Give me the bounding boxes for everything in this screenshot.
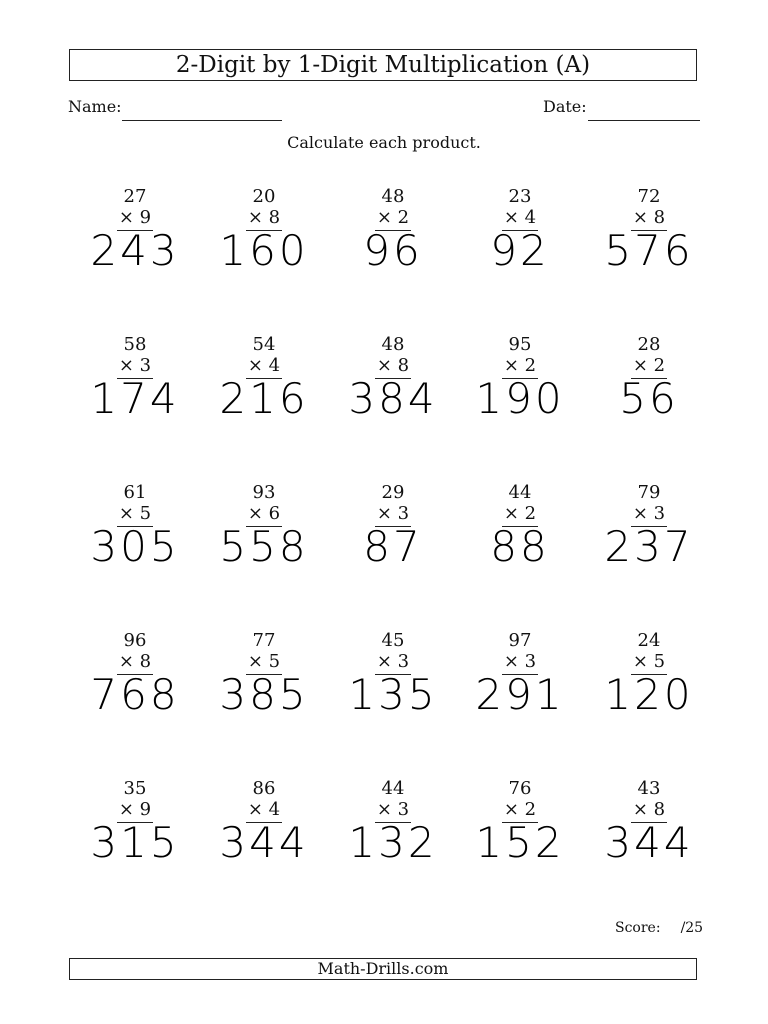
date-label: Date:: [543, 97, 587, 116]
problem: [584, 186, 714, 326]
multiplier: × 6: [247, 503, 281, 524]
footer-credit: Math-Drills.com: [69, 958, 697, 980]
handwritten-answer: 315: [90, 818, 180, 867]
multiplicand: 28: [637, 334, 661, 355]
multiplier: × 3: [118, 355, 152, 376]
handwritten-answer: 243: [90, 226, 180, 275]
handwritten-answer: 216: [219, 374, 309, 423]
multiplier: × 4: [503, 207, 537, 228]
problem: [199, 778, 329, 918]
multiplier: × 3: [376, 799, 410, 820]
multiplier: × 2: [503, 503, 537, 524]
handwritten-answer: 305: [90, 522, 180, 571]
multiplicand: 61: [123, 482, 147, 503]
problem: [584, 334, 714, 474]
handwritten-answer: 88: [490, 522, 550, 571]
multiplier: × 4: [247, 355, 281, 376]
multiplier: × 2: [503, 799, 537, 820]
multiplicand: 96: [123, 630, 147, 651]
handwritten-answer: 120: [604, 670, 694, 719]
handwritten-answer: 344: [219, 818, 309, 867]
problem: [70, 630, 200, 770]
multiplicand: 93: [252, 482, 276, 503]
handwritten-answer: 385: [219, 670, 309, 719]
problem: [455, 186, 585, 326]
multiplier: × 3: [376, 503, 410, 524]
multiplicand: 97: [508, 630, 532, 651]
multiplicand: 35: [123, 778, 147, 799]
instructions: Calculate each product.: [287, 133, 481, 152]
multiplier: × 8: [376, 355, 410, 376]
problem: [584, 778, 714, 918]
problem: [199, 334, 329, 474]
handwritten-answer: 152: [475, 818, 565, 867]
multiplicand: 44: [508, 482, 532, 503]
multiplicand: 86: [252, 778, 276, 799]
handwritten-answer: 344: [604, 818, 694, 867]
problem: [199, 482, 329, 622]
multiplier: × 5: [118, 503, 152, 524]
multiplicand: 58: [123, 334, 147, 355]
problem: [328, 334, 458, 474]
multiplicand: 72: [637, 186, 661, 207]
multiplier: × 5: [632, 651, 666, 672]
problem: [199, 630, 329, 770]
problem: [328, 630, 458, 770]
multiplicand: 76: [508, 778, 532, 799]
multiplier: × 9: [118, 207, 152, 228]
problem: [328, 186, 458, 326]
score: [615, 920, 703, 936]
problem: [455, 778, 585, 918]
multiplier: × 8: [632, 207, 666, 228]
problem: [70, 334, 200, 474]
multiplier: × 3: [632, 503, 666, 524]
multiplicand: 77: [252, 630, 276, 651]
handwritten-answer: 160: [219, 226, 309, 275]
multiplicand: 45: [381, 630, 405, 651]
handwritten-answer: 96: [363, 226, 423, 275]
problem: [70, 186, 200, 326]
multiplier: × 2: [503, 355, 537, 376]
multiplier: × 2: [376, 207, 410, 228]
handwritten-answer: 384: [348, 374, 438, 423]
handwritten-answer: 576: [604, 226, 694, 275]
problem: [70, 778, 200, 918]
multiplier: × 3: [503, 651, 537, 672]
problem: [584, 482, 714, 622]
name-line: [122, 120, 282, 121]
multiplicand: 23: [508, 186, 532, 207]
handwritten-answer: 291: [475, 670, 565, 719]
name-label: Name:: [68, 97, 122, 116]
handwritten-answer: 768: [90, 670, 180, 719]
worksheet-title: 2-Digit by 1-Digit Multiplication (A): [69, 49, 697, 81]
problem: [70, 482, 200, 622]
multiplicand: 48: [381, 334, 405, 355]
multiplier: × 5: [247, 651, 281, 672]
multiplicand: 79: [637, 482, 661, 503]
date-line: [588, 120, 700, 121]
handwritten-answer: 92: [490, 226, 550, 275]
problem: [328, 482, 458, 622]
handwritten-answer: 190: [475, 374, 565, 423]
score-label: Score:: [615, 920, 661, 936]
multiplier: × 2: [632, 355, 666, 376]
multiplier: × 4: [247, 799, 281, 820]
handwritten-answer: 56: [619, 374, 679, 423]
multiplier: × 8: [632, 799, 666, 820]
problem: [328, 778, 458, 918]
handwritten-answer: 174: [90, 374, 180, 423]
multiplier: × 3: [376, 651, 410, 672]
multiplicand: 95: [508, 334, 532, 355]
multiplicand: 27: [123, 186, 147, 207]
multiplicand: 54: [252, 334, 276, 355]
multiplicand: 24: [637, 630, 661, 651]
handwritten-answer: 132: [348, 818, 438, 867]
problem: [584, 630, 714, 770]
handwritten-answer: 87: [363, 522, 423, 571]
handwritten-answer: 558: [219, 522, 309, 571]
problem: [455, 334, 585, 474]
multiplier: × 8: [118, 651, 152, 672]
problem: [199, 186, 329, 326]
multiplicand: 29: [381, 482, 405, 503]
multiplicand: 20: [252, 186, 276, 207]
multiplier: × 8: [247, 207, 281, 228]
problem: [455, 482, 585, 622]
multiplicand: 43: [637, 778, 661, 799]
multiplier: × 9: [118, 799, 152, 820]
handwritten-answer: 135: [348, 670, 438, 719]
handwritten-answer: 237: [604, 522, 694, 571]
score-total: /25: [680, 920, 704, 936]
multiplicand: 48: [381, 186, 405, 207]
multiplicand: 44: [381, 778, 405, 799]
problem: [455, 630, 585, 770]
